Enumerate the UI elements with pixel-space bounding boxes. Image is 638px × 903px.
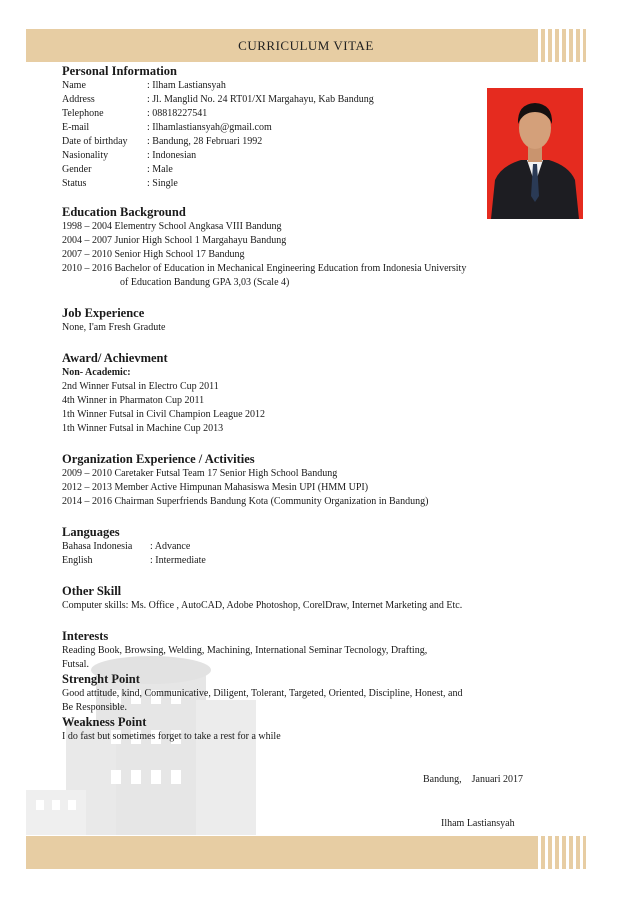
section-heading-award: Award/ Achievment	[62, 351, 168, 365]
education-line: 1998 – 2004 Elementry School Angkasa VIII Bandung	[62, 221, 282, 232]
footer-band	[26, 836, 586, 869]
section-heading-education: Education Background	[62, 205, 186, 219]
section-heading-other-skill: Other Skill	[62, 584, 122, 598]
personal-row: Address : Jl. Manglid No. 24 RT01/XI Margahayu, Kab Bandung	[62, 94, 374, 105]
personal-row: Telephone : 08818227541	[62, 108, 208, 119]
award-line: 2nd Winner Futsal in Electro Cup 2011	[62, 381, 219, 392]
section-heading-weakness: Weakness Point	[62, 715, 147, 729]
language-row: Bahasa Indonesia : Advance	[62, 541, 191, 552]
section-heading-strength: Strenght Point	[62, 672, 140, 686]
strength-line: Good attitude, kind, Communicative, Diligent, Tolerant, Targeted, Oriented, Discipline, Honest, and	[62, 688, 463, 699]
section-heading-personal: Personal Information	[62, 64, 177, 78]
education-line: 2004 – 2007 Junior High School 1 Margahayu Bandung	[62, 235, 287, 246]
section-heading-interests: Interests	[62, 629, 109, 643]
interests-line: Reading Book, Browsing, Welding, Machining, International Seminar Tecnology, Drafting,	[62, 645, 428, 656]
strength-line: Be Responsible.	[62, 702, 127, 713]
interests-line: Futsal.	[62, 659, 89, 670]
personal-row: Date of birthday : Bandung, 28 Februari 1992	[62, 136, 263, 147]
cv-content	[62, 64, 562, 744]
personal-row: Gender : Male	[62, 164, 173, 175]
decorative-stripes	[538, 29, 586, 62]
decorative-stripes	[538, 836, 586, 869]
award-subheading: Non- Academic:	[62, 367, 131, 378]
section-heading-organization: Organization Experience / Activities	[62, 452, 255, 466]
signature-place-date: Bandung, Januari 2017	[423, 774, 523, 785]
award-line: 1th Winner Futsal in Civil Champion League 2012	[62, 409, 266, 420]
award-line: 4th Winner in Pharmaton Cup 2011	[62, 395, 205, 406]
other-skill-text: Computer skills: Ms. Office , AutoCAD, Adobe Photoshop, CorelDraw, Internet Marketing and Etc.	[62, 600, 463, 611]
organization-line: 2012 – 2013 Member Active Himpunan Mahasiswa Mesin UPI (HMM UPI)	[62, 482, 369, 493]
education-line-continuation: of Education Bandung GPA 3,03 (Scale 4)	[120, 277, 290, 288]
personal-row: E-mail : Ilhamlastiansyah@gmail.com	[62, 122, 272, 133]
section-heading-languages: Languages	[62, 525, 120, 539]
education-line: 2010 – 2016 Bachelor of Education in Mechanical Engineering Education from Indonesia University	[62, 263, 467, 274]
page-title: CURRICULUM VITAE	[238, 38, 374, 53]
award-line: 1th Winner Futsal in Machine Cup 2013	[62, 423, 224, 434]
section-heading-job: Job Experience	[62, 306, 145, 320]
language-row: English : Intermediate	[62, 555, 206, 566]
header-band	[26, 29, 586, 62]
job-text: None, I'am Fresh Gradute	[62, 322, 166, 333]
weakness-text: I do fast but sometimes forget to take a rest for a while	[62, 731, 281, 742]
organization-line: 2014 – 2016 Chairman Superfriends Bandung Kota (Community Organization in Bandung)	[62, 496, 429, 507]
personal-row: Nasionality : Indonesian	[62, 150, 197, 161]
education-line: 2007 – 2010 Senior High School 17 Bandung	[62, 249, 245, 260]
personal-row: Status : Single	[62, 178, 178, 189]
organization-line: 2009 – 2010 Caretaker Futsal Team 17 Senior High School Bandung	[62, 468, 338, 479]
signature-name: Ilham Lastiansyah	[441, 818, 515, 829]
personal-row: Name : Ilham Lastiansyah	[62, 80, 226, 91]
